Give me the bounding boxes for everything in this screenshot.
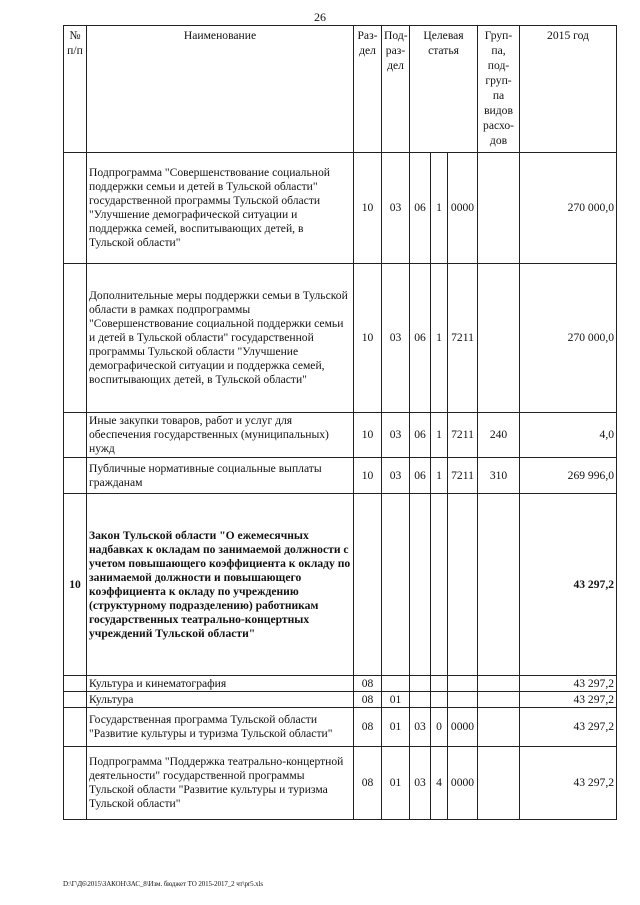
row-target-program: 06: [410, 413, 431, 458]
row-name: Публичные нормативные социальные выплаты гражданам: [87, 458, 354, 494]
file-path-footer: D:\Г\Д6\2015\ЗАКОН\ЗАС_8\Изм. бюджет ТО 2015-2017_2 чт\pr5.xls: [63, 880, 263, 888]
table-row: [64, 747, 617, 820]
row-expense-group: [478, 692, 520, 708]
row-section: 10: [354, 458, 382, 494]
table-row: [64, 676, 617, 692]
row-amount: 4,0: [520, 413, 617, 458]
row-target-code: 0000: [448, 153, 478, 264]
row-target-code: 0000: [448, 708, 478, 747]
row-subsection: 01: [382, 692, 410, 708]
row-target-program: [410, 692, 431, 708]
row-num: [64, 264, 87, 413]
row-amount: 43 297,2: [520, 676, 617, 692]
row-amount: 269 996,0: [520, 458, 617, 494]
row-name: Государственная программа Тульской области "Развитие культуры и туризма Тульской области": [87, 708, 354, 747]
row-target-subprogram: 1: [431, 264, 448, 413]
row-name: Закон Тульской области "О ежемесячных надбавках к окладам по занимаемой должности с учетом повышающего коэффициента к окладу по занимаемой должности и повышающего коэффициента к окладу по учреждению (структурному подразделению) работникам государственных театрально-концертных учреждений Тульской области": [87, 494, 354, 676]
row-target-code: 7211: [448, 413, 478, 458]
row-amount: 43 297,2: [520, 747, 617, 820]
row-target-subprogram: 1: [431, 153, 448, 264]
row-name: Дополнительные меры поддержки семьи в Тульской области в рамках подпрограммы "Совершенствование социальной поддержки семьи и детей в Тульской области" государственной программы Тульской области "Улучшение демографической ситуации и поддержка семей, воспитывающих детей, в Тульской области": [87, 264, 354, 413]
row-subsection: 03: [382, 264, 410, 413]
row-section: 10: [354, 413, 382, 458]
row-target-subprogram: 1: [431, 458, 448, 494]
table-row: [64, 708, 617, 747]
row-amount: 43 297,2: [520, 708, 617, 747]
row-section: 10: [354, 264, 382, 413]
row-expense-group: [478, 264, 520, 413]
row-name: Подпрограмма "Поддержка театрально-концертной деятельности" государственной программы Тульской области "Развитие культуры и туризма Тульской области": [87, 747, 354, 820]
row-num: [64, 458, 87, 494]
row-name: Подпрограмма "Совершенствование социальной поддержки семьи и детей в Тульской области" государственной программы Тульской области "Улучшение демографической ситуации и поддержка семей, воспитывающих детей, в Тульской области": [87, 153, 354, 264]
row-target-program: [410, 676, 431, 692]
row-num: [64, 676, 87, 692]
row-section: 08: [354, 708, 382, 747]
header-target: Целевая статья: [410, 26, 478, 153]
row-num: [64, 413, 87, 458]
header-row: [64, 26, 617, 153]
row-expense-group: [478, 676, 520, 692]
row-target-subprogram: 1: [431, 413, 448, 458]
row-name: Культура: [87, 692, 354, 708]
row-target-subprogram: [431, 692, 448, 708]
budget-table: [63, 25, 617, 820]
header-num: № п/п: [64, 26, 87, 153]
header-group: Груп-па, под-груп-па видов расхо-дов: [478, 26, 520, 153]
row-section: 08: [354, 676, 382, 692]
row-subsection: 01: [382, 747, 410, 820]
row-target-program: 03: [410, 708, 431, 747]
row-target-code: 0000: [448, 747, 478, 820]
row-target-subprogram: [431, 494, 448, 676]
row-expense-group: 310: [478, 458, 520, 494]
row-target-code: [448, 692, 478, 708]
header-year: 2015 год: [520, 26, 617, 153]
row-target-subprogram: 4: [431, 747, 448, 820]
row-target-subprogram: 0: [431, 708, 448, 747]
row-section: 10: [354, 153, 382, 264]
row-section: 08: [354, 747, 382, 820]
row-amount: 270 000,0: [520, 153, 617, 264]
row-section: 08: [354, 692, 382, 708]
table-row: [64, 692, 617, 708]
row-target-code: 7211: [448, 458, 478, 494]
row-target-subprogram: [431, 676, 448, 692]
row-num: [64, 747, 87, 820]
row-target-program: [410, 494, 431, 676]
row-name: Культура и кинематография: [87, 676, 354, 692]
row-target-program: 06: [410, 264, 431, 413]
row-subsection: 01: [382, 708, 410, 747]
table-row: [64, 458, 617, 494]
row-name: Иные закупки товаров, работ и услуг для обеспечения государственных (муниципальных) нужд: [87, 413, 354, 458]
row-target-program: 03: [410, 747, 431, 820]
header-subsection: Под-раз-дел: [382, 26, 410, 153]
row-subsection: 03: [382, 413, 410, 458]
row-target-program: 06: [410, 153, 431, 264]
row-section: [354, 494, 382, 676]
row-subsection: [382, 676, 410, 692]
row-subsection: 03: [382, 458, 410, 494]
row-subsection: [382, 494, 410, 676]
row-num: [64, 153, 87, 264]
row-num: [64, 708, 87, 747]
row-amount: 43 297,2: [520, 494, 617, 676]
row-amount: 270 000,0: [520, 264, 617, 413]
row-subsection: 03: [382, 153, 410, 264]
row-target-program: 06: [410, 458, 431, 494]
header-section: Раз-дел: [354, 26, 382, 153]
table-row: [64, 413, 617, 458]
table-row: [64, 494, 617, 676]
row-expense-group: 240: [478, 413, 520, 458]
table-body: [64, 153, 617, 820]
row-expense-group: [478, 708, 520, 747]
row-expense-group: [478, 747, 520, 820]
row-num: 10: [64, 494, 87, 676]
header-name: Наименование: [87, 26, 354, 153]
row-expense-group: [478, 494, 520, 676]
row-target-code: [448, 494, 478, 676]
row-target-code: 7211: [448, 264, 478, 413]
row-target-code: [448, 676, 478, 692]
page-number: 26: [314, 10, 326, 24]
table-row: [64, 153, 617, 264]
row-amount: 43 297,2: [520, 692, 617, 708]
table-row: [64, 264, 617, 413]
row-expense-group: [478, 153, 520, 264]
row-num: [64, 692, 87, 708]
